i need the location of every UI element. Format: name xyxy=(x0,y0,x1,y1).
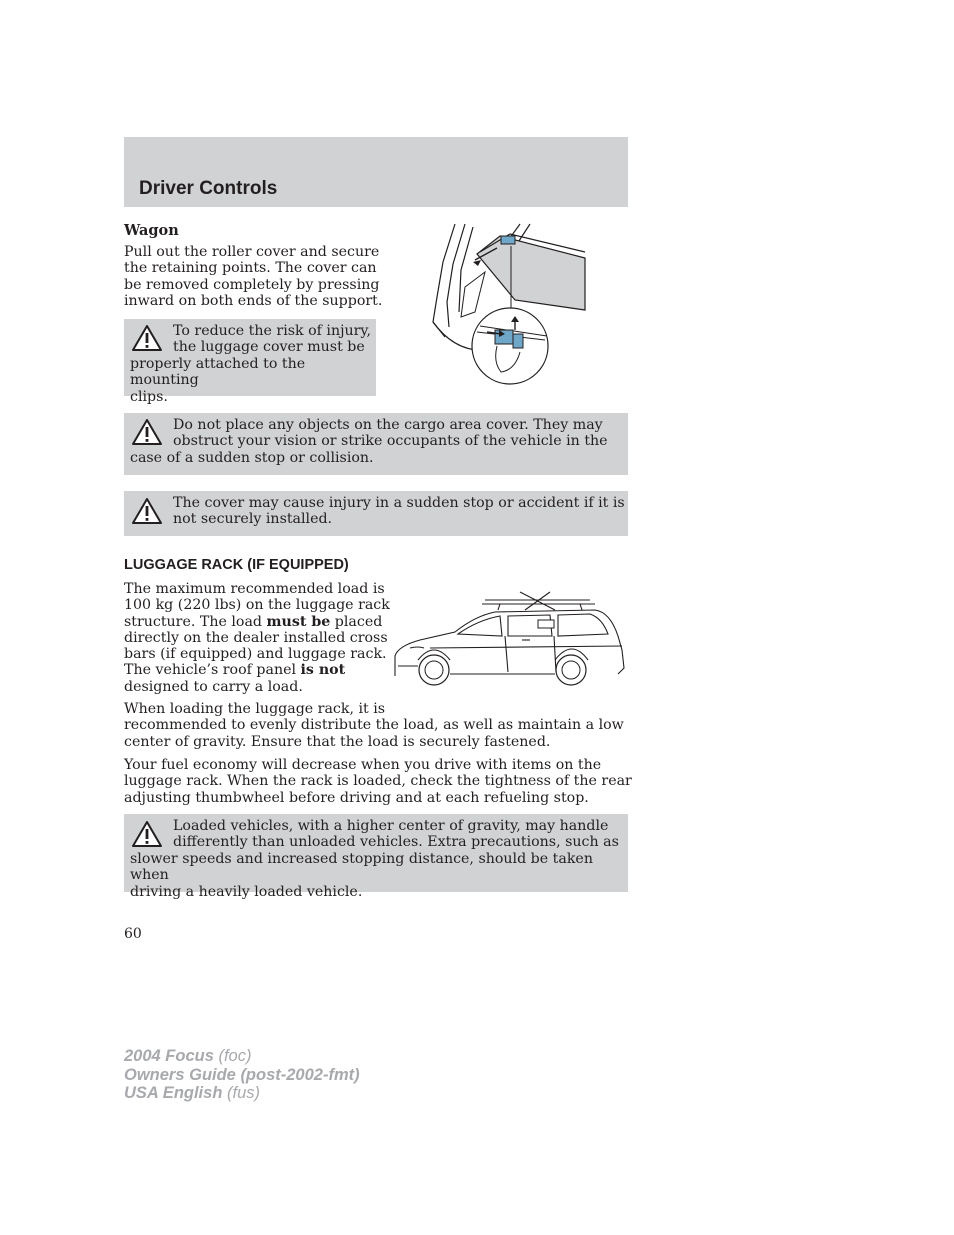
fuel-economy-paragraph xyxy=(124,757,632,806)
luggage-paragraph xyxy=(124,581,390,695)
text-line: be removed completely by pressing xyxy=(124,276,380,293)
text-line: bars (if equipped) and luggage rack. xyxy=(124,646,387,663)
text-line: To reduce the risk of injury, xyxy=(173,323,372,339)
text-line: Pull out the roller cover and secure xyxy=(124,244,380,260)
warning-text xyxy=(130,495,625,528)
warning-text xyxy=(130,818,628,900)
text-line: luggage rack. When the rack is loaded, check the tightness of the rear xyxy=(124,773,632,790)
footer-line: 2004 Focus (foc) xyxy=(124,1047,252,1065)
loading-paragraph xyxy=(124,701,624,750)
text-line: recommended to evenly distribute the load, as well as maintain a low xyxy=(124,717,624,734)
text-line: not securely installed. xyxy=(173,511,333,528)
text-line: directly on the dealer installed cross xyxy=(124,629,388,646)
warning-text xyxy=(130,417,608,466)
car-roof-rack-illustration xyxy=(390,588,628,690)
warning-box xyxy=(124,491,628,536)
text-line: inward on both ends of the support. xyxy=(124,292,383,309)
document-footer xyxy=(124,1047,360,1103)
text-line: Do not place any objects on the cargo area cover. They may xyxy=(173,417,603,433)
text-line: driving a heavily loaded vehicle. xyxy=(130,883,363,900)
text-line: structure. The load must be placed xyxy=(124,613,383,630)
text-line: Your fuel economy will decrease when you drive with items on the xyxy=(124,757,602,773)
warning-box xyxy=(124,814,628,900)
text-line: the retaining points. The cover can xyxy=(124,260,377,277)
text-line: differently than unloaded vehicles. Extra precautions, such as xyxy=(173,834,619,851)
text-line: When loading the luggage rack, it is xyxy=(124,701,386,717)
footer-line: Owners Guide (post-2002-fmt) xyxy=(124,1065,360,1084)
warning-box xyxy=(124,413,628,475)
text-line: designed to carry a load. xyxy=(124,678,303,695)
text-line: the luggage cover must be xyxy=(173,339,365,356)
footer-line: USA English (fus) xyxy=(124,1084,260,1102)
text-line: Loaded vehicles, with a higher center of gravity, may handle xyxy=(173,818,609,834)
text-line: slower speeds and increased stopping distance, should be taken when xyxy=(130,850,593,884)
text-line: The maximum recommended load is xyxy=(124,581,385,597)
text-line: The vehicle’s roof panel is not xyxy=(124,662,346,679)
wagon-paragraph xyxy=(124,244,382,309)
text-line: properly attached to the mounting xyxy=(130,355,306,389)
wagon-heading: Wagon xyxy=(124,222,179,239)
text-line: case of a sudden stop or collision. xyxy=(130,449,374,466)
page-title: Driver Controls xyxy=(139,178,278,199)
text-line: 100 kg (220 lbs) on the luggage rack xyxy=(124,597,390,614)
cargo-cover-illustration xyxy=(425,222,590,387)
page-number: 60 xyxy=(124,926,142,942)
text-line: The cover may cause injury in a sudden stop or accident if it is xyxy=(173,495,625,511)
warning-text xyxy=(130,323,376,405)
text-line: obstruct your vision or strike occupants of the vehicle in the xyxy=(173,433,608,450)
warning-box xyxy=(124,319,376,405)
text-line: clips. xyxy=(130,388,168,405)
section-heading: LUGGAGE RACK (IF EQUIPPED) xyxy=(124,557,349,573)
text-line: center of gravity. Ensure that the load is securely fastened. xyxy=(124,733,551,750)
text-line: adjusting thumbwheel before driving and at each refueling stop. xyxy=(124,789,589,806)
